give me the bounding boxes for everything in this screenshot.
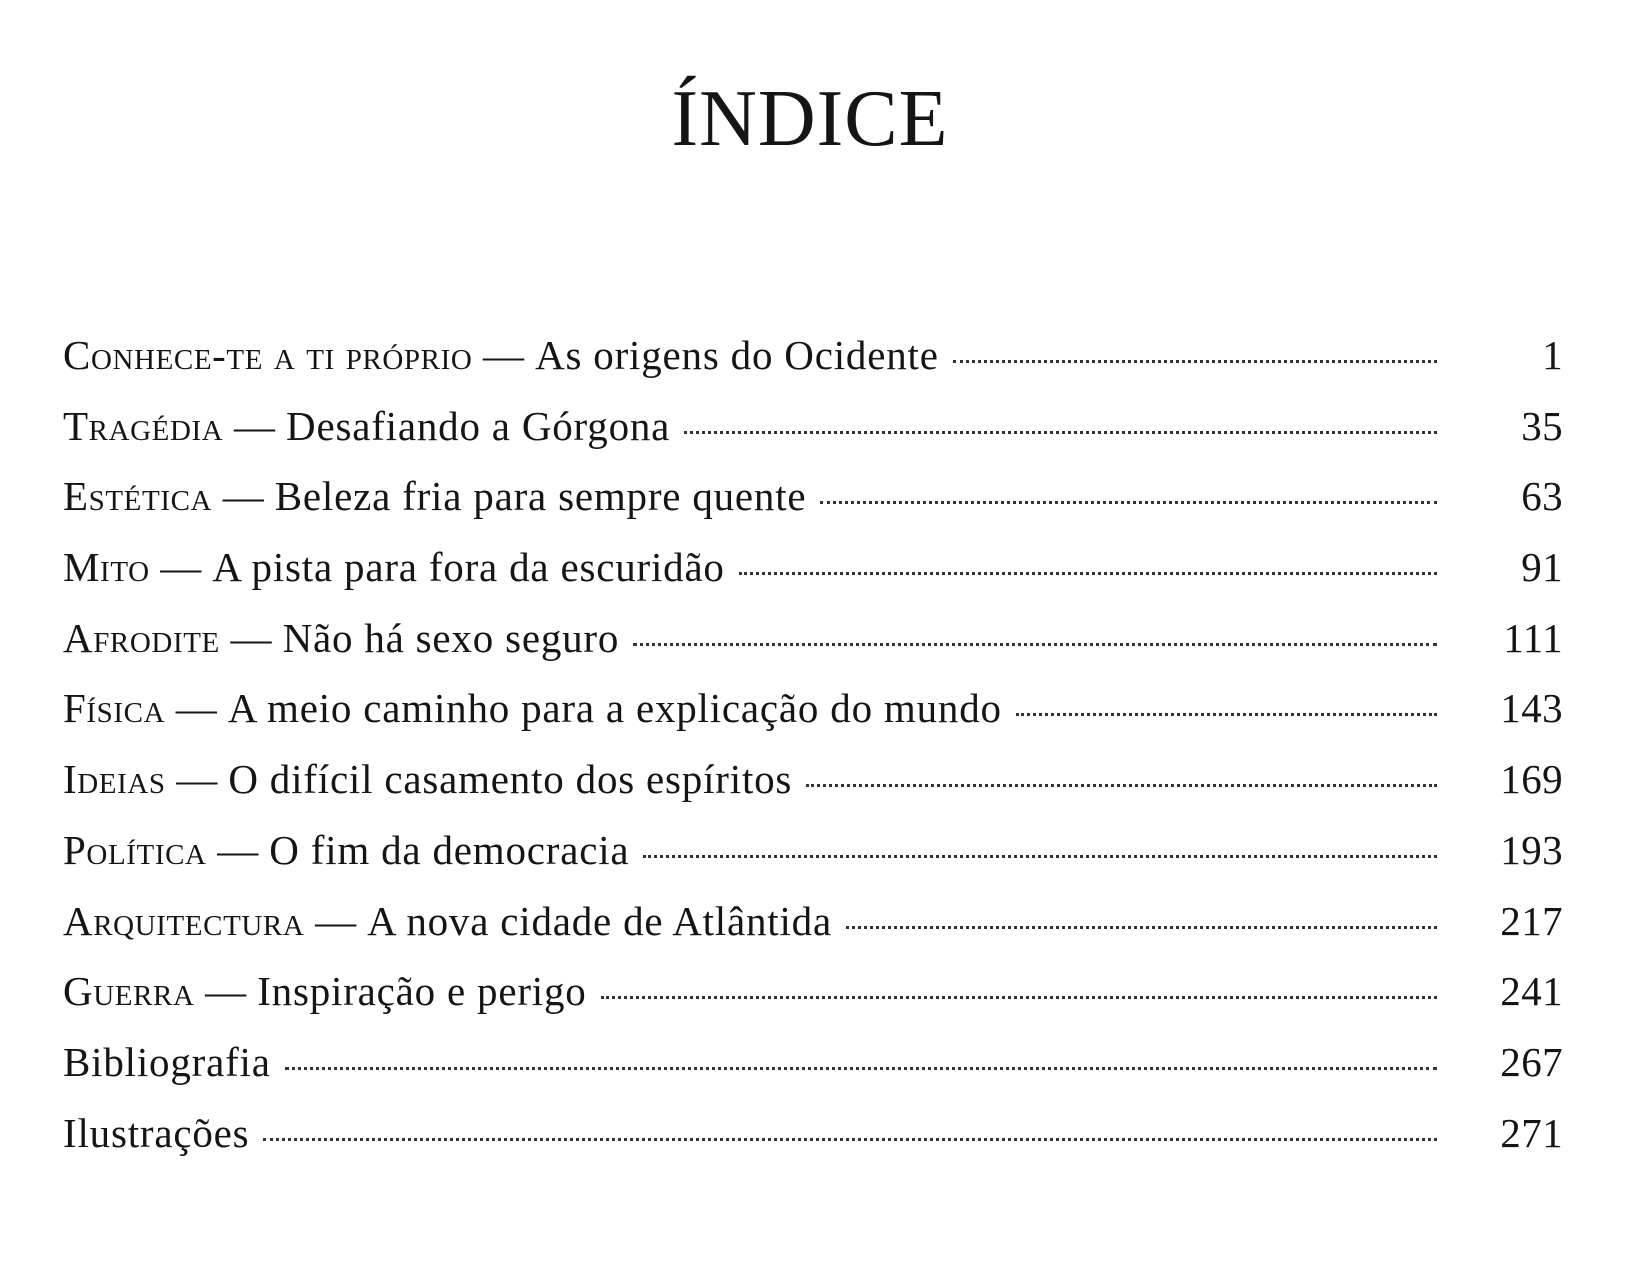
- entry-separator: —: [165, 685, 228, 732]
- entry-separator: —: [165, 756, 229, 803]
- entry-subtitle: A pista para fora da escuridão: [212, 544, 725, 591]
- entry-heading: Política: [63, 826, 207, 873]
- entry-page-number: 169: [1500, 756, 1563, 803]
- dot-leader: [820, 501, 1437, 504]
- entry-subtitle: As origens do Ocidente: [535, 332, 939, 378]
- entry-subtitle: Não há sexo seguro: [282, 614, 620, 661]
- entry-page-number: 217: [1500, 897, 1563, 944]
- toc-entry: [63, 683, 1563, 754]
- entry-page-number: 35: [1521, 402, 1563, 449]
- toc-entry: [63, 330, 1563, 401]
- entry-heading: Tragédia: [63, 402, 224, 449]
- entry-label: [63, 613, 619, 663]
- entry-heading: Arquitectura: [63, 897, 305, 944]
- entry-subtitle: Ilustrações: [63, 1109, 250, 1156]
- toc-entry: [63, 542, 1563, 613]
- entry-separator: —: [194, 968, 258, 1015]
- entry-label: [63, 1108, 249, 1158]
- entry-page-number: 267: [1500, 1038, 1563, 1085]
- dot-leader: [601, 996, 1437, 999]
- entry-label: [63, 401, 670, 451]
- entry-heading: Mito: [63, 544, 150, 591]
- toc-entry: [63, 471, 1563, 542]
- entry-separator: —: [223, 402, 287, 449]
- toc-entry: [63, 896, 1563, 967]
- dot-leader: [846, 926, 1437, 929]
- entry-separator: —: [212, 473, 275, 520]
- toc-entry: [63, 825, 1563, 896]
- table-of-contents: [63, 330, 1563, 1178]
- entry-page-number: 63: [1521, 473, 1563, 520]
- entry-label: [63, 471, 806, 521]
- page-title: ÍNDICE: [671, 75, 949, 163]
- dot-leader: [643, 855, 1437, 858]
- entry-page-number: 271: [1500, 1109, 1563, 1156]
- entry-label: [63, 683, 1002, 733]
- entry-separator: —: [149, 544, 213, 591]
- toc-entry: [63, 613, 1563, 684]
- dot-leader: [1016, 713, 1437, 716]
- entry-heading: Ideias: [63, 756, 166, 803]
- toc-entry: [63, 1037, 1563, 1108]
- entry-heading: Guerra: [63, 968, 195, 1015]
- toc-entry: [63, 754, 1563, 825]
- entry-subtitle: Bibliografia: [63, 1038, 271, 1085]
- entry-label: [63, 896, 832, 946]
- entry-subtitle: Desafiando a Górgona: [286, 402, 671, 449]
- dot-leader: [739, 572, 1437, 575]
- entry-page-number: 111: [1503, 614, 1563, 661]
- dot-leader: [953, 360, 1437, 363]
- toc-entry: [63, 1108, 1563, 1179]
- dot-leader: [263, 1138, 1437, 1141]
- entry-label: [63, 1037, 271, 1087]
- entry-heading: Física: [63, 685, 166, 732]
- entry-label: [63, 542, 725, 592]
- entry-separator: —: [219, 614, 283, 661]
- entry-label: [63, 754, 792, 804]
- entry-label: [63, 825, 629, 875]
- entry-separator: —: [472, 332, 536, 378]
- entry-subtitle: O difícil casamento dos espíritos: [228, 756, 793, 803]
- toc-entry: [63, 401, 1563, 472]
- dot-leader: [684, 431, 1437, 434]
- entry-page-number: 143: [1500, 685, 1563, 732]
- dot-leader: [285, 1067, 1437, 1070]
- entry-label: [63, 966, 587, 1016]
- entry-heading: Estética: [63, 473, 213, 520]
- entry-subtitle: A meio caminho para a explicação do mundo: [227, 685, 1002, 732]
- entry-page-number: 91: [1521, 544, 1563, 591]
- dot-leader: [806, 784, 1437, 787]
- entry-label: [63, 330, 939, 380]
- entry-separator: —: [304, 897, 368, 944]
- toc-entry: [63, 966, 1563, 1037]
- entry-subtitle: Beleza fria para sempre quente: [274, 473, 807, 520]
- entry-subtitle: O fim da democracia: [269, 826, 630, 873]
- entry-page-number: 1: [1542, 332, 1563, 378]
- entry-page-number: 193: [1500, 826, 1563, 873]
- entry-subtitle: Inspiração e perigo: [257, 968, 587, 1015]
- entry-heading: Conhece-te a ti próprio: [63, 332, 473, 378]
- entry-heading: Afrodite: [63, 614, 220, 661]
- entry-subtitle: A nova cidade de Atlântida: [367, 897, 832, 944]
- entry-separator: —: [206, 826, 270, 873]
- dot-leader: [633, 643, 1437, 646]
- entry-page-number: 241: [1500, 968, 1563, 1015]
